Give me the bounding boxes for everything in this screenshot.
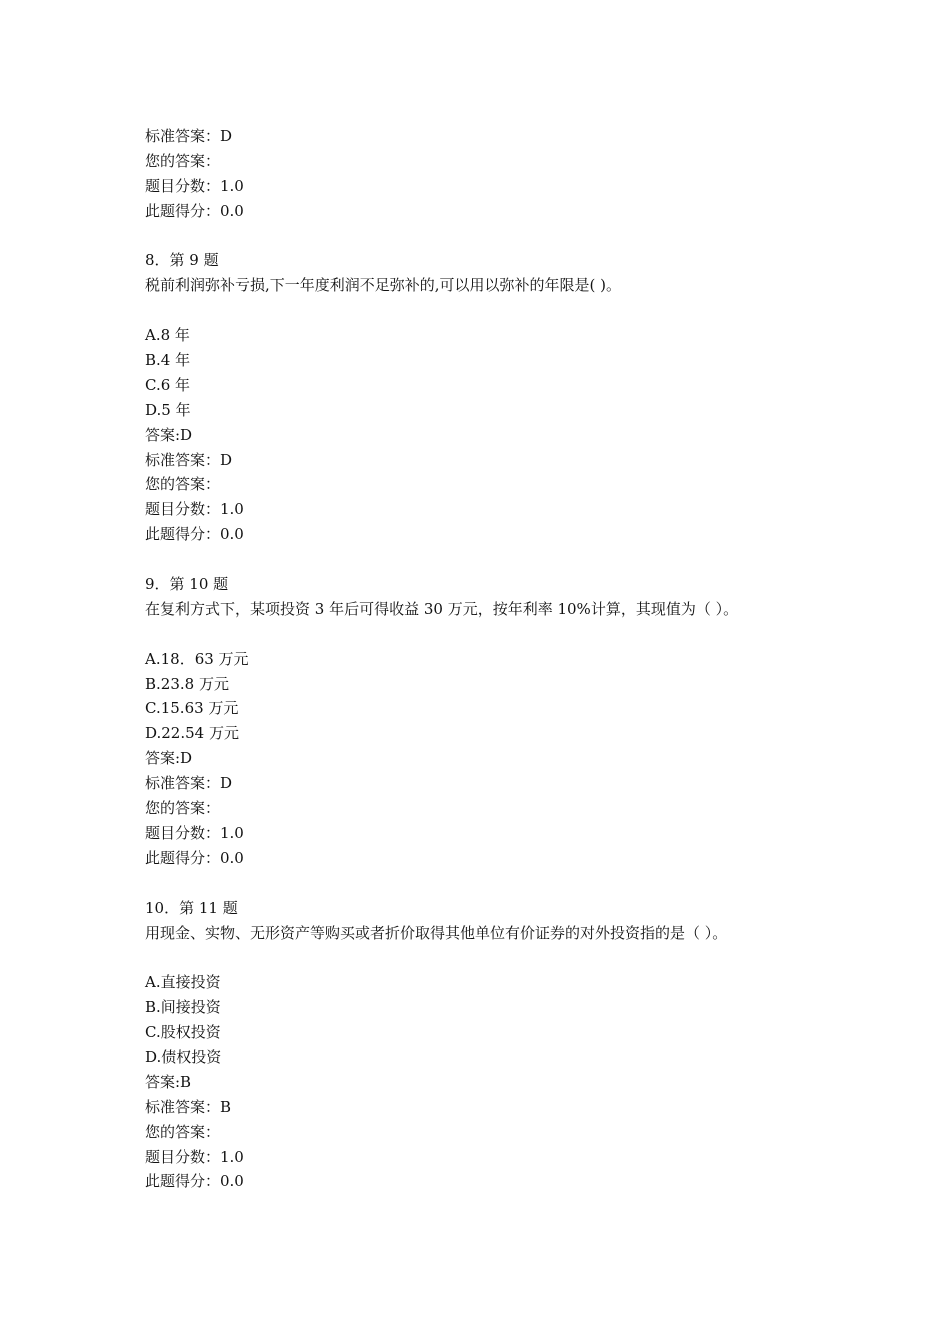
option-b: B.4 年 [145,351,191,370]
question-score: 题目分数：1.0 [145,176,244,195]
answer: 答案:D [145,749,193,768]
your-answer: 您的答案： [145,1122,221,1141]
question-block-11 [145,896,905,1195]
standard-answer: 标准答案：D [145,127,233,145]
question-stem: 用现金、实物、无形资产等购买或者折价取得其他单位有价证券的对外投资指的是（ ）。 [145,923,728,942]
document-page [145,124,905,1194]
option-d: D.5 年 [145,400,191,419]
question-block-9 [145,248,905,547]
option-d: D.债权投资 [145,1047,222,1066]
spacer [145,224,905,249]
question-heading: 8．第 9 题 [145,251,219,270]
question-block-10 [145,572,905,871]
spacer [145,945,905,970]
your-answer: 您的答案： [145,799,221,818]
spacer [145,622,905,647]
option-b: B.23.8 万元 [145,674,229,693]
earned-score: 此题得分：0.0 [145,201,244,220]
spacer [145,547,905,572]
option-a: A.18．63 万元 [145,649,249,668]
option-b: B.间接投资 [145,998,221,1017]
option-c: C.6 年 [145,375,191,394]
your-answer: 您的答案： [145,475,221,494]
standard-answer: 标准答案：D [145,774,233,793]
question-heading: 10．第 11 题 [145,898,238,917]
earned-score: 此题得分：0.0 [145,1172,244,1191]
question-stem: 在复利方式下，某项投资 3 年后可得收益 30 万元，按年利率 10%计算，其现值为（ ）。 [145,599,739,618]
your-answer: 您的答案： [145,151,221,170]
spacer [145,298,905,323]
question-stem: 税前利润弥补亏损,下一年度利润不足弥补的,可以用以弥补的年限是( )。 [145,276,622,295]
standard-answer: 标准答案：D [145,450,233,469]
option-a: A.8 年 [145,326,190,345]
earned-score: 此题得分：0.0 [145,848,244,867]
answer: 答案:D [145,425,193,444]
option-d: D.22.54 万元 [145,724,239,743]
question-heading: 9．第 10 题 [145,575,229,594]
option-c: C.股权投资 [145,1023,221,1042]
option-a: A.直接投资 [145,973,221,992]
earned-score: 此题得分：0.0 [145,525,244,544]
answer: 答案:B [145,1072,192,1091]
previous-question-tail [145,124,905,224]
question-score: 题目分数：1.0 [145,823,244,842]
spacer [145,871,905,896]
question-score: 题目分数：1.0 [145,1147,244,1166]
option-c: C.15.63 万元 [145,699,239,718]
question-score: 题目分数：1.0 [145,500,244,519]
standard-answer: 标准答案：B [145,1097,232,1116]
